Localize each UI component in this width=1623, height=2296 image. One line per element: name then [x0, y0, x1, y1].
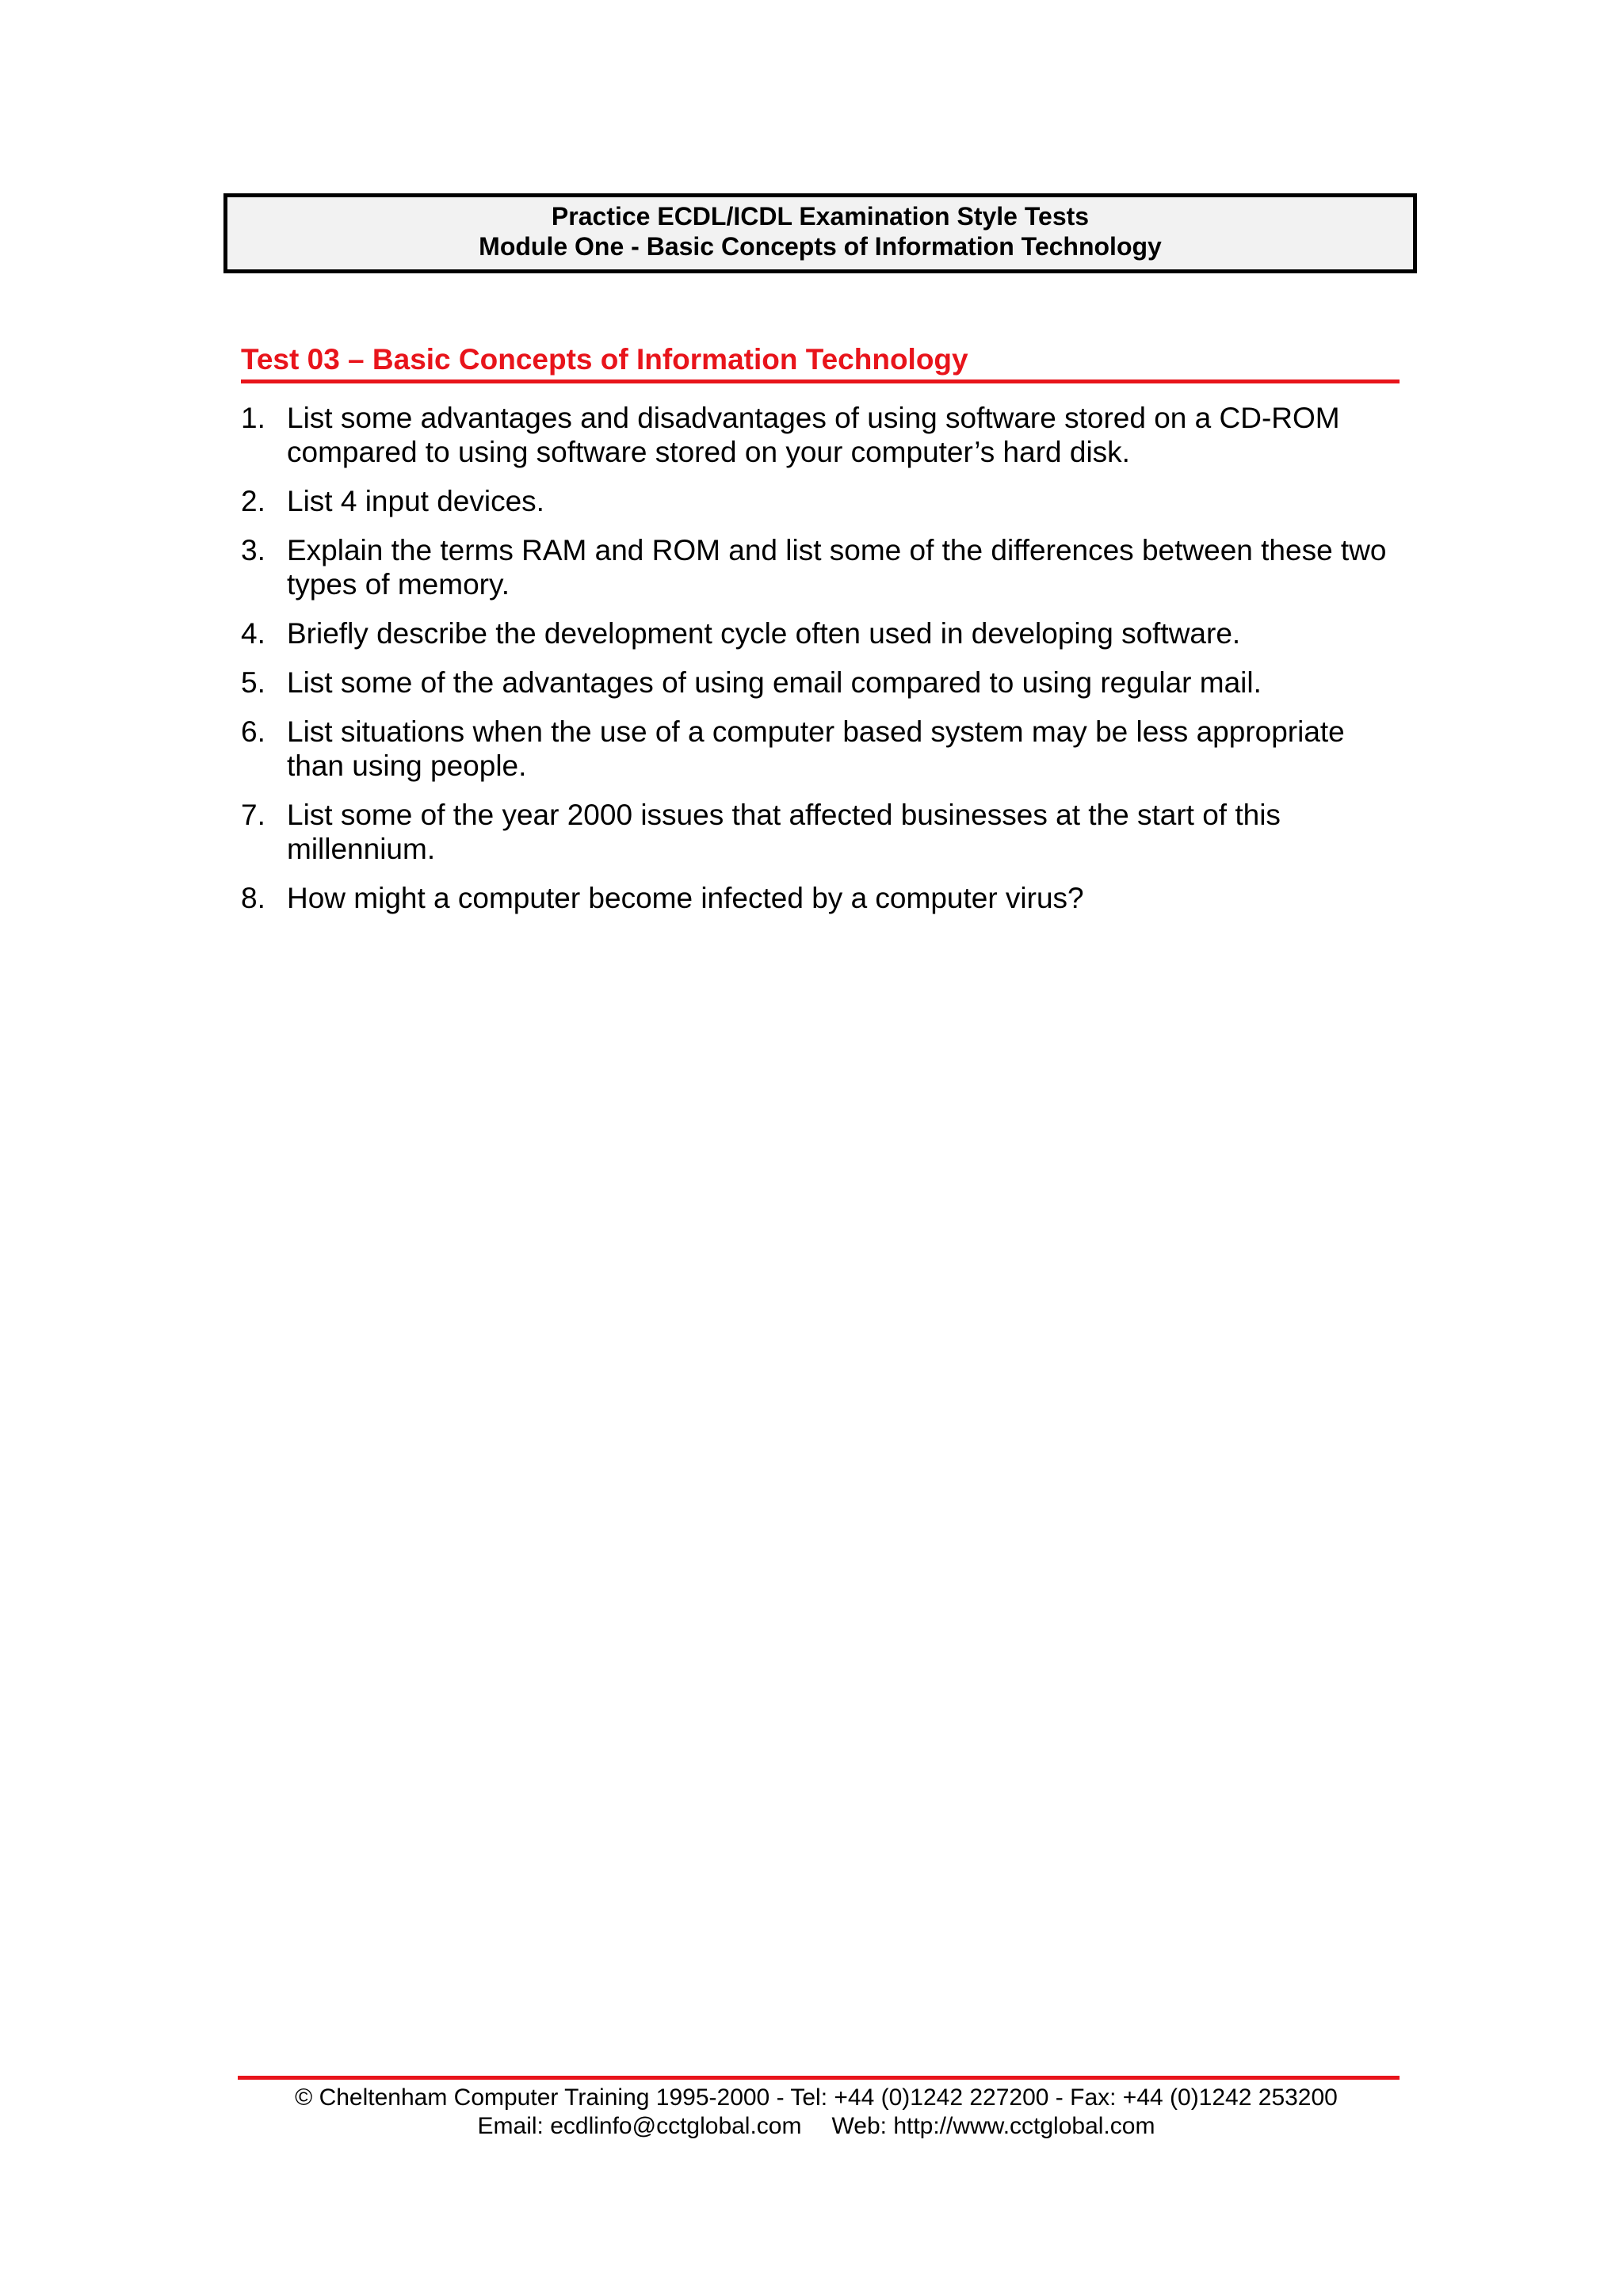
title-divider — [241, 379, 1400, 383]
question-number: 5. — [241, 666, 265, 699]
question-item — [241, 533, 1406, 601]
question-text: List some advantages and disadvantages of using software stored on a CD-ROM compared to using software stored on your computer’s hard disk. — [287, 402, 1340, 468]
question-item — [241, 798, 1406, 866]
footer-web: Web: http://www.cctglobal.com — [831, 2113, 1155, 2139]
question-item — [241, 881, 1406, 915]
document-header-box — [223, 193, 1417, 273]
question-number: 8. — [241, 882, 265, 914]
question-text: List some of the year 2000 issues that affected businesses at the start of this millennium. — [287, 799, 1281, 865]
question-number: 2. — [241, 485, 265, 517]
header-subtitle: Module One - Basic Concepts of Information Technology — [479, 232, 1162, 261]
footer-divider — [238, 2076, 1400, 2080]
question-text: Explain the terms RAM and ROM and list some of the differences between these two types of memory. — [287, 534, 1387, 601]
question-number: 3. — [241, 534, 265, 566]
question-number: 1. — [241, 402, 265, 434]
question-item — [241, 666, 1406, 700]
test-title: Test 03 – Basic Concepts of Information Technology — [241, 343, 968, 376]
question-text: List 4 input devices. — [287, 485, 544, 517]
page-footer — [223, 2084, 1409, 2141]
question-item — [241, 401, 1406, 469]
question-item — [241, 616, 1406, 650]
footer-contact — [223, 2112, 1409, 2141]
question-number: 6. — [241, 715, 265, 748]
question-item — [241, 484, 1406, 518]
question-list — [241, 401, 1406, 930]
question-text: Briefly describe the development cycle often used in developing software. — [287, 617, 1241, 650]
header-title: Practice ECDL/ICDL Examination Style Tests — [551, 202, 1090, 231]
question-text: List some of the advantages of using email compared to using regular mail. — [287, 666, 1262, 699]
question-number: 4. — [241, 617, 265, 650]
question-text: How might a computer become infected by a computer virus? — [287, 882, 1084, 914]
question-number: 7. — [241, 799, 265, 831]
question-item — [241, 715, 1406, 783]
footer-email: Email: ecdlinfo@cctglobal.com — [477, 2113, 802, 2139]
footer-copyright: © Cheltenham Computer Training 1995-2000 - Tel: +44 (0)1242 227200 - Fax: +44 (0)1242 253200 — [295, 2084, 1338, 2111]
question-text: List situations when the use of a computer based system may be less appropriate than using people. — [287, 715, 1345, 782]
